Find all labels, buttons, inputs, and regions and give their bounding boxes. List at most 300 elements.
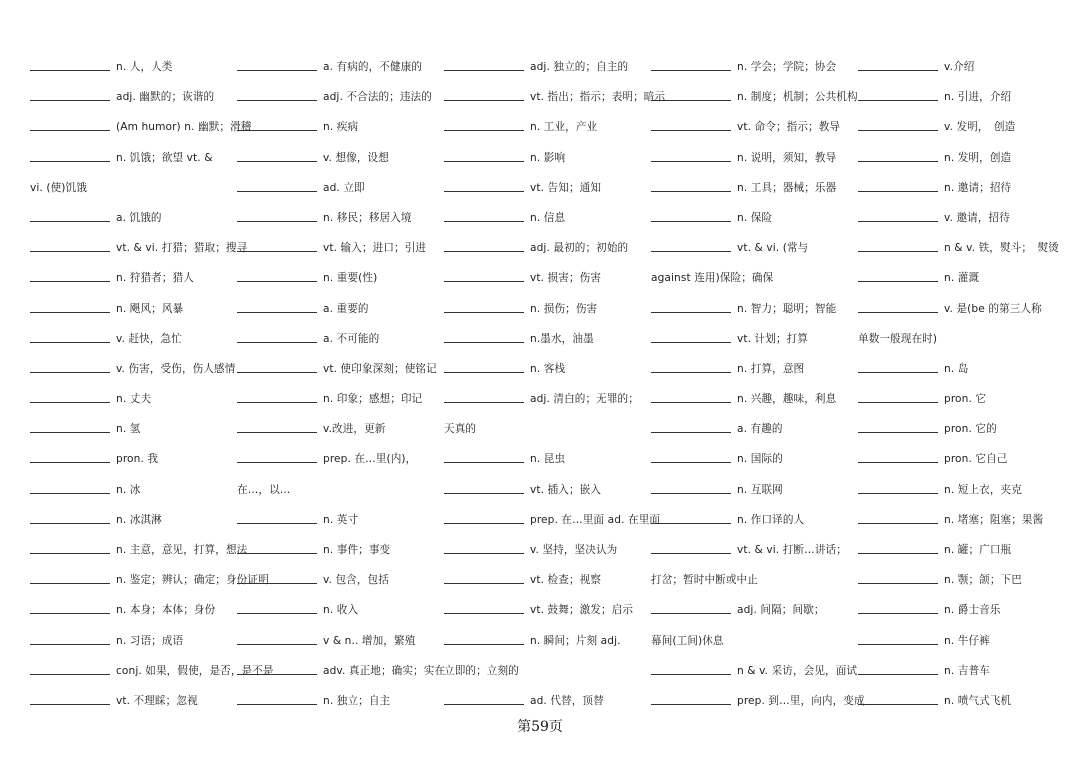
vocab-entry	[237, 263, 437, 293]
answer-blank[interactable]	[651, 420, 731, 433]
vocab-entry	[651, 565, 851, 595]
definition-text: adj. 不合法的；违法的	[323, 91, 432, 104]
definition-text: v. 坚持，坚决认为	[530, 544, 618, 556]
vocab-entry	[858, 656, 1070, 686]
vocab-entry	[651, 324, 851, 354]
definition-text: n. 习语；成语	[116, 634, 184, 647]
answer-blank[interactable]	[30, 601, 110, 614]
definition-text: adv. 真正地；确实；实在	[323, 664, 446, 677]
vocab-entry	[651, 203, 851, 233]
vocab-entry	[30, 294, 230, 324]
vocab-entry	[237, 294, 437, 324]
answer-blank[interactable]	[444, 239, 524, 252]
definition-text: 单数一般现在时)	[858, 332, 938, 345]
vocab-entry	[651, 444, 851, 474]
vocab-entry	[30, 112, 252, 142]
vocab-entry	[858, 595, 1070, 625]
vocab-entry	[858, 112, 1070, 142]
definition-text: v.介绍	[944, 61, 975, 73]
definition-text: n. 保险	[737, 211, 773, 224]
definition-text: n. 英寸	[323, 513, 359, 526]
definition-text: n. 飓风；风暴	[116, 302, 184, 315]
answer-blank[interactable]	[651, 481, 731, 494]
definition-text: a. 饥饿的	[116, 211, 162, 224]
vocab-entry	[30, 414, 230, 444]
definition-text: against 连用)保险；确保	[651, 272, 774, 285]
vocab-entry	[30, 173, 230, 203]
definition-text: n. 独立；自主	[323, 694, 391, 707]
answer-blank[interactable]	[858, 149, 938, 162]
answer-blank[interactable]	[858, 390, 938, 403]
answer-blank[interactable]	[237, 179, 317, 192]
answer-blank[interactable]	[237, 511, 317, 524]
answer-blank[interactable]	[237, 541, 317, 554]
definition-text: n. 学会；学院；协会	[737, 61, 837, 73]
vocab-entry	[651, 354, 851, 384]
vocabulary-worksheet	[30, 52, 1070, 712]
answer-blank[interactable]	[30, 390, 110, 403]
answer-blank[interactable]	[237, 571, 317, 584]
answer-blank[interactable]	[651, 601, 731, 614]
answer-blank[interactable]	[651, 300, 731, 313]
definition-text: n. 喷气式飞机	[944, 694, 1012, 707]
definition-text: n. 鉴定；辨认；确定；身份证明	[116, 574, 269, 587]
vocab-entry	[444, 535, 644, 565]
page-number: 第59页	[517, 719, 563, 735]
answer-blank[interactable]	[237, 360, 317, 373]
answer-blank[interactable]	[651, 209, 731, 222]
vocab-entry	[858, 143, 1070, 173]
definition-text: (Am humor) n. 幽默；滑稽	[116, 121, 252, 134]
answer-blank[interactable]	[30, 662, 110, 675]
vocab-entry	[444, 82, 666, 112]
vocab-entry	[651, 233, 851, 263]
definition-text: v. 发明， 创造	[944, 121, 1016, 134]
definition-text: vt. 计划；打算	[737, 332, 809, 345]
definition-text: n.墨水，油墨	[530, 332, 594, 345]
definition-text: vt. 输入；进口；引进	[323, 242, 427, 255]
definition-text: n. 堵塞；阻塞；果酱	[944, 513, 1044, 526]
answer-blank[interactable]	[651, 330, 731, 343]
answer-blank[interactable]	[237, 118, 317, 131]
definition-text: n. 智力；聪明；智能	[737, 302, 837, 315]
answer-blank[interactable]	[858, 692, 938, 705]
answer-blank[interactable]	[444, 571, 524, 584]
vocab-entry	[30, 626, 230, 656]
answer-blank[interactable]	[30, 511, 110, 524]
definition-text: n. 工具；器械；乐器	[737, 181, 837, 194]
definition-text: a. 重要的	[323, 302, 369, 315]
vocab-entry	[858, 173, 1070, 203]
vocab-entry	[30, 82, 230, 112]
definition-text: vt. 告知；通知	[530, 181, 602, 194]
answer-blank[interactable]	[444, 632, 524, 645]
definition-text: n. 灌溉	[944, 272, 980, 285]
answer-blank[interactable]	[858, 662, 938, 675]
vocab-entry	[444, 414, 644, 444]
definition-text: adj. 间隔；间歇；	[737, 604, 825, 617]
answer-blank[interactable]	[237, 239, 317, 252]
vocab-entry	[651, 505, 851, 535]
vocab-entry	[237, 475, 437, 505]
definition-text: n. 移民；移居入境	[323, 211, 412, 224]
definition-text: n. 引进，介绍	[944, 91, 1012, 104]
vocab-entry	[858, 535, 1070, 565]
answer-blank[interactable]	[237, 300, 317, 313]
answer-blank[interactable]	[30, 58, 110, 71]
answer-blank[interactable]	[651, 360, 731, 373]
answer-blank[interactable]	[858, 179, 938, 192]
answer-blank[interactable]	[858, 420, 938, 433]
answer-blank[interactable]	[651, 450, 731, 463]
answer-blank[interactable]	[30, 360, 110, 373]
answer-blank[interactable]	[444, 481, 524, 494]
vocab-entry	[858, 263, 1070, 293]
answer-blank[interactable]	[651, 179, 731, 192]
vocab-entry	[237, 565, 437, 595]
answer-blank[interactable]	[858, 88, 938, 101]
vocab-entry	[30, 475, 230, 505]
vocab-entry	[651, 173, 851, 203]
answer-blank[interactable]	[444, 450, 524, 463]
answer-blank[interactable]	[858, 239, 938, 252]
answer-blank[interactable]	[30, 209, 110, 222]
answer-blank[interactable]	[237, 450, 317, 463]
answer-blank[interactable]	[237, 330, 317, 343]
answer-blank[interactable]	[651, 149, 731, 162]
definition-text: v & n.. 增加，繁殖	[323, 634, 416, 647]
vocab-entry	[237, 414, 437, 444]
answer-blank[interactable]	[30, 300, 110, 313]
answer-blank[interactable]	[858, 300, 938, 313]
vocab-entry	[858, 324, 1070, 354]
definition-text: n. 瞬间；片刻 adj.	[530, 634, 621, 647]
vocab-entry	[651, 595, 851, 625]
definition-text: 天真的	[444, 423, 477, 436]
column-2	[237, 52, 446, 716]
definition-text: vi. (使)饥饿	[30, 181, 87, 194]
answer-blank[interactable]	[237, 58, 317, 71]
definition-text: n. 疾病	[323, 121, 359, 134]
definition-text: vt. 不理睬；忽视	[116, 694, 198, 707]
answer-blank[interactable]	[444, 601, 524, 614]
vocab-entry	[858, 505, 1070, 535]
definition-text: v. 想像，设想	[323, 151, 389, 164]
answer-blank[interactable]	[444, 209, 524, 222]
answer-blank[interactable]	[651, 88, 731, 101]
definition-text: prep. 在…里面 ad. 在里面	[530, 513, 661, 526]
vocab-entry	[237, 82, 437, 112]
definition-text: a. 有病的，不健康的	[323, 61, 423, 73]
vocab-entry	[651, 475, 851, 505]
answer-blank[interactable]	[30, 541, 110, 554]
vocab-entry	[444, 263, 644, 293]
definition-text: n. 昆虫	[530, 453, 566, 466]
vocab-entry	[651, 626, 851, 656]
vocab-entry	[444, 52, 644, 82]
answer-blank[interactable]	[858, 632, 938, 645]
definition-text: vt. 损害；伤害	[530, 272, 602, 285]
definition-text: adj. 独立的；自主的	[530, 61, 629, 73]
vocab-entry	[651, 82, 858, 112]
vocab-entry	[651, 656, 858, 686]
answer-blank[interactable]	[651, 390, 731, 403]
definition-text: 立即的；立刻的	[444, 664, 519, 677]
answer-blank[interactable]	[444, 692, 524, 705]
answer-blank[interactable]	[651, 692, 731, 705]
vocab-entry	[858, 354, 1070, 384]
definition-text: n. 作口译的人	[737, 513, 805, 526]
vocab-entry	[444, 626, 644, 656]
definition-text: n. 邀请；招待	[944, 181, 1012, 194]
definition-text: n. 影响	[530, 151, 566, 164]
answer-blank[interactable]	[651, 541, 731, 554]
answer-blank[interactable]	[237, 149, 317, 162]
definition-text: adj. 幽默的；诙谐的	[116, 91, 215, 104]
vocab-entry	[30, 233, 248, 263]
definition-text: v. 赶快，急忙	[116, 332, 182, 345]
vocab-entry	[444, 203, 644, 233]
vocab-entry	[237, 233, 437, 263]
vocab-entry	[444, 354, 644, 384]
vocab-entry	[858, 203, 1070, 233]
definition-text: adj. 清白的；无罪的；	[530, 393, 639, 406]
definition-text: 幕间(工间)休息	[651, 634, 724, 647]
answer-blank[interactable]	[858, 58, 938, 71]
answer-blank[interactable]	[444, 330, 524, 343]
vocab-entry	[651, 263, 851, 293]
definition-text: a. 有趣的	[737, 423, 783, 436]
definition-text: pron. 它自己	[944, 453, 1008, 466]
vocab-entry	[651, 384, 851, 414]
definition-text: vt. & vi. 打猎；猎取；搜寻	[116, 242, 248, 255]
answer-blank[interactable]	[858, 118, 938, 131]
vocab-entry	[651, 686, 865, 716]
answer-blank[interactable]	[444, 58, 524, 71]
answer-blank[interactable]	[237, 390, 317, 403]
vocab-entry	[444, 686, 644, 716]
vocab-entry	[444, 294, 644, 324]
definition-text: vt. & vi. (常与	[737, 242, 809, 255]
answer-blank[interactable]	[237, 88, 317, 101]
vocab-entry	[237, 535, 437, 565]
vocab-entry	[237, 324, 437, 354]
vocab-entry	[858, 444, 1070, 474]
definition-text: n. 说明，须知，教导	[737, 151, 837, 164]
definition-text: vt. 鼓舞；激发；启示	[530, 604, 634, 617]
vocab-entry	[444, 143, 644, 173]
definition-text: n. 打算，意图	[737, 362, 805, 375]
vocab-entry	[237, 112, 437, 142]
definition-text: n. 兴趣，趣味，利息	[737, 393, 837, 406]
definition-text: n. 损伤；伤害	[530, 302, 598, 315]
answer-blank[interactable]	[237, 601, 317, 614]
answer-blank[interactable]	[858, 481, 938, 494]
vocab-entry	[237, 656, 446, 686]
vocab-entry	[858, 626, 1070, 656]
definition-text: v. 邀请，招待	[944, 211, 1010, 224]
vocab-entry	[858, 82, 1070, 112]
vocab-entry	[237, 444, 437, 474]
answer-blank[interactable]	[858, 360, 938, 373]
vocab-entry	[651, 143, 851, 173]
definition-text: n. 客栈	[530, 362, 566, 375]
answer-blank[interactable]	[30, 692, 110, 705]
definition-text: n. 氢	[116, 423, 141, 436]
vocab-entry	[858, 686, 1070, 716]
definition-text: n. 饥饿；欲望 vt. &	[116, 151, 213, 164]
definition-text: v. 包含，包括	[323, 574, 389, 587]
answer-blank[interactable]	[30, 450, 110, 463]
answer-blank[interactable]	[30, 118, 110, 131]
definition-text: conj. 如果，假使，是否，是不是	[116, 664, 274, 677]
vocab-entry	[237, 354, 437, 384]
vocab-entry	[444, 324, 644, 354]
definition-text: n. 制度；机制；公共机构	[737, 91, 858, 104]
answer-blank[interactable]	[444, 118, 524, 131]
definition-text: vt. 命令；指示；教导	[737, 121, 841, 134]
answer-blank[interactable]	[858, 571, 938, 584]
answer-blank[interactable]	[444, 179, 524, 192]
definition-text: pron. 它的	[944, 423, 997, 436]
definition-text: n. 短上衣，夹克	[944, 483, 1022, 496]
vocab-entry	[444, 233, 644, 263]
vocab-entry	[237, 686, 437, 716]
answer-blank[interactable]	[651, 118, 731, 131]
definition-text: vt. & vi. 打断…讲话；	[737, 544, 847, 556]
vocab-entry	[30, 324, 230, 354]
definition-text: adj. 最初的；初始的	[530, 242, 629, 255]
definition-text: ad. 立即	[323, 181, 365, 194]
definition-text: vt. 插入；嵌入	[530, 483, 602, 496]
answer-blank[interactable]	[651, 239, 731, 252]
answer-blank[interactable]	[30, 239, 110, 252]
vocab-entry	[30, 263, 230, 293]
vocab-entry	[444, 595, 644, 625]
answer-blank[interactable]	[30, 149, 110, 162]
vocab-entry	[444, 384, 644, 414]
vocab-entry	[237, 203, 437, 233]
definition-text: a. 不可能的	[323, 332, 380, 345]
vocab-entry	[237, 143, 437, 173]
answer-blank[interactable]	[858, 601, 938, 614]
definition-text: n. 颚；颌；下巴	[944, 574, 1022, 587]
answer-blank[interactable]	[444, 511, 524, 524]
answer-blank[interactable]	[237, 632, 317, 645]
vocab-entry	[30, 384, 230, 414]
definition-text: prep. 到…里，向内，变成	[737, 694, 865, 707]
vocab-entry	[30, 686, 230, 716]
vocab-entry	[30, 535, 248, 565]
answer-blank[interactable]	[237, 209, 317, 222]
definition-text: v. 是(be 的第三人称	[944, 302, 1042, 315]
definition-text: v. 伤害，受伤，伤人感情	[116, 362, 236, 375]
definition-text: n. 冰	[116, 483, 141, 496]
vocab-entry	[858, 52, 1070, 82]
answer-blank[interactable]	[30, 88, 110, 101]
definition-text: n & v. 铁，熨斗； 熨烫	[944, 242, 1059, 255]
definition-text: n. 事件；事变	[323, 544, 391, 556]
vocab-entry	[651, 414, 851, 444]
vocab-entry	[858, 384, 1070, 414]
answer-blank[interactable]	[237, 269, 317, 282]
vocab-entry	[30, 656, 274, 686]
definition-text: 在…，以…	[237, 483, 291, 496]
definition-text: n. 互联网	[737, 483, 783, 496]
vocab-entry	[237, 384, 437, 414]
definition-text: vt. 使印象深刻；使铭记	[323, 362, 437, 375]
answer-blank[interactable]	[30, 420, 110, 433]
answer-blank[interactable]	[444, 88, 524, 101]
definition-text: n. 印象；感想；印记	[323, 393, 423, 406]
column-5	[858, 52, 1070, 716]
definition-text: n. 岛	[944, 362, 969, 375]
answer-blank[interactable]	[237, 692, 317, 705]
definition-text: ad. 代替，顶替	[530, 694, 604, 707]
answer-blank[interactable]	[858, 541, 938, 554]
definition-text: 打岔；暂时中断或中止	[651, 574, 758, 587]
answer-blank[interactable]	[858, 269, 938, 282]
vocab-entry	[237, 52, 437, 82]
vocab-entry	[651, 294, 851, 324]
answer-blank[interactable]	[444, 360, 524, 373]
vocab-entry	[237, 173, 437, 203]
answer-blank[interactable]	[651, 511, 731, 524]
answer-blank[interactable]	[237, 662, 317, 675]
answer-blank[interactable]	[858, 209, 938, 222]
definition-text: n. 工业，产业	[530, 121, 598, 134]
answer-blank[interactable]	[651, 58, 731, 71]
definition-text: n. 爵士音乐	[944, 604, 1001, 617]
vocab-entry	[30, 444, 230, 474]
definition-text: n. 发明，创造	[944, 151, 1012, 164]
vocab-entry	[30, 565, 269, 595]
definition-text: pron. 它	[944, 393, 987, 406]
answer-blank[interactable]	[444, 300, 524, 313]
answer-blank[interactable]	[30, 330, 110, 343]
answer-blank[interactable]	[444, 541, 524, 554]
answer-blank[interactable]	[30, 571, 110, 584]
vocab-entry	[30, 203, 230, 233]
answer-blank[interactable]	[30, 632, 110, 645]
answer-blank[interactable]	[444, 149, 524, 162]
vocab-entry	[30, 595, 230, 625]
definition-text: n. 冰淇淋	[116, 513, 162, 526]
definition-text: n. 信息	[530, 211, 566, 224]
answer-blank[interactable]	[444, 269, 524, 282]
answer-blank[interactable]	[237, 420, 317, 433]
answer-blank[interactable]	[651, 662, 731, 675]
vocab-entry	[30, 52, 230, 82]
definition-text: n. 丈夫	[116, 393, 152, 406]
vocab-entry	[444, 475, 644, 505]
answer-blank[interactable]	[30, 269, 110, 282]
answer-blank[interactable]	[444, 390, 524, 403]
answer-blank[interactable]	[858, 450, 938, 463]
definition-text: n. 牛仔裤	[944, 634, 990, 647]
definition-text: n. 人，人类	[116, 61, 173, 73]
answer-blank[interactable]	[30, 481, 110, 494]
definition-text: n. 罐；广口瓶	[944, 544, 1012, 556]
vocab-entry	[237, 626, 437, 656]
vocab-entry	[858, 475, 1070, 505]
answer-blank[interactable]	[858, 511, 938, 524]
vocab-entry	[858, 294, 1070, 324]
vocab-entry	[858, 233, 1070, 263]
definition-text: n. 重要(性)	[323, 272, 378, 285]
definition-text: n. 主意，意见，打算，想法	[116, 544, 248, 556]
vocab-entry	[237, 595, 437, 625]
